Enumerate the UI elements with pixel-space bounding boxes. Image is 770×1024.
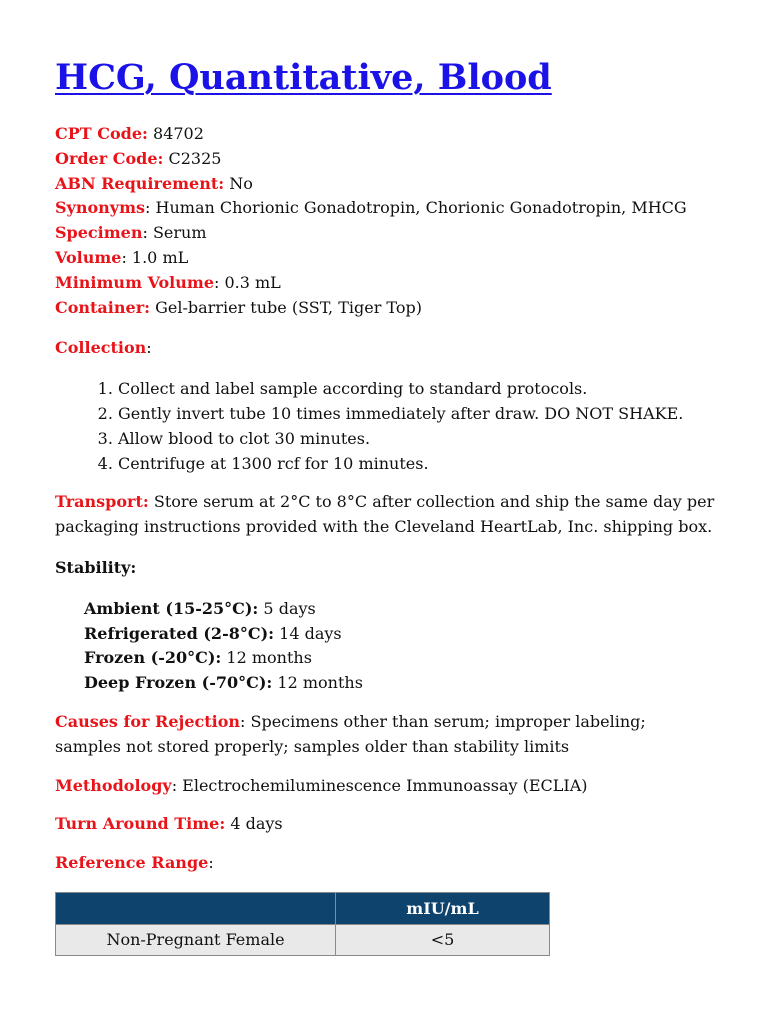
reference-label: Reference Range: [55, 853, 209, 873]
order-code-label: Order Code:: [55, 148, 164, 168]
min-volume-label: Minimum Volume: [55, 272, 214, 292]
synonyms-row: [55, 196, 715, 221]
abn-row: [55, 172, 715, 197]
collection-suffix: :: [146, 338, 152, 358]
synonyms-value: : Human Chorionic Gonadotropin, Chorionic Gonadotropin, MHCG: [145, 198, 687, 218]
stability-item: [84, 597, 715, 622]
container-value: Gel-barrier tube (SST, Tiger Top): [150, 297, 422, 317]
abn-value: No: [224, 173, 253, 193]
stability-item: [84, 671, 715, 696]
table-header-row: [56, 892, 550, 924]
order-code-value: C2325: [163, 148, 222, 168]
table-cell: <5: [336, 924, 550, 955]
transport-paragraph: [55, 490, 715, 540]
cpt-code-row: [55, 122, 715, 147]
rejection-paragraph: [55, 710, 715, 760]
cpt-code-label: CPT Code:: [55, 124, 148, 143]
order-code-row: [55, 147, 715, 172]
specimen-value: : Serum: [142, 223, 207, 243]
page-title[interactable]: HCG, Quantitative, Blood: [55, 57, 552, 98]
table-cell: Non-Pregnant Female: [56, 924, 336, 955]
collection-label: Collection: [55, 338, 147, 358]
reference-heading: [55, 851, 715, 876]
turnaround-label: Turn Around Time:: [55, 814, 226, 834]
methodology-text: : Electrochemiluminescence Immunoassay (ECLIA): [171, 775, 588, 795]
rejection-label: Causes for Rejection: [55, 711, 241, 731]
table-header-cell: mIU/mL: [336, 892, 550, 924]
reference-suffix: :: [208, 853, 214, 873]
list-item: 4. Centrifuge at 1300 rcf for 10 minutes.: [118, 452, 715, 477]
cpt-code-value: 84702: [147, 124, 204, 143]
table-row: [56, 924, 550, 955]
abn-label: ABN Requirement:: [55, 173, 225, 193]
stability-heading: Stability:: [55, 557, 137, 577]
turnaround-text: 4 days: [225, 814, 283, 834]
container-label: Container:: [55, 297, 151, 317]
min-volume-row: [55, 271, 715, 296]
stability-item-label: Deep Frozen (-70°C):: [84, 673, 273, 693]
transport-label: Transport:: [55, 492, 149, 512]
min-volume-value: : 0.3 mL: [214, 272, 281, 292]
stability-item-label: Refrigerated (2-8°C):: [84, 623, 275, 643]
volume-label: Volume: [55, 247, 122, 267]
table-header-cell: [56, 892, 336, 924]
collection-steps: [55, 377, 715, 476]
specimen-row: [55, 221, 715, 246]
container-row: [55, 296, 715, 321]
list-item: 3. Allow blood to clot 30 minutes.: [118, 427, 715, 452]
methodology-label: Methodology: [55, 775, 172, 795]
list-item: 1. Collect and label sample according to standard protocols.: [118, 377, 715, 402]
list-item: 2. Gently invert tube 10 times immediately after draw. DO NOT SHAKE.: [118, 402, 715, 427]
specimen-label: Specimen: [55, 223, 143, 243]
stability-item-value: 12 months: [221, 648, 312, 668]
stability-item: [84, 622, 715, 647]
methodology-paragraph: [55, 774, 715, 799]
stability-item-label: Frozen (-20°C):: [84, 648, 222, 668]
stability-item-label: Ambient (15-25°C):: [84, 598, 259, 618]
stability-item-value: 12 months: [272, 673, 363, 693]
turnaround-paragraph: [55, 812, 715, 837]
collection-heading: [55, 336, 715, 361]
stability-item: [84, 646, 715, 671]
stability-item-value: 5 days: [258, 598, 316, 618]
synonyms-label: Synonyms: [55, 198, 146, 218]
reference-range-table: [55, 892, 550, 956]
stability-item-value: 14 days: [274, 623, 342, 643]
volume-value: : 1.0 mL: [121, 247, 189, 267]
transport-text: Store serum at 2°C to 8°C after collection and ship the same day per packaging instructions provided with the Cleveland HeartLab, Inc. shipping box.: [55, 492, 715, 537]
volume-row: [55, 246, 715, 271]
test-fields: [55, 122, 715, 320]
rejection-text: : Specimens other than serum; improper labeling; samples not stored properly; samples older than stability limits: [55, 711, 646, 756]
stability-list: [55, 597, 715, 696]
